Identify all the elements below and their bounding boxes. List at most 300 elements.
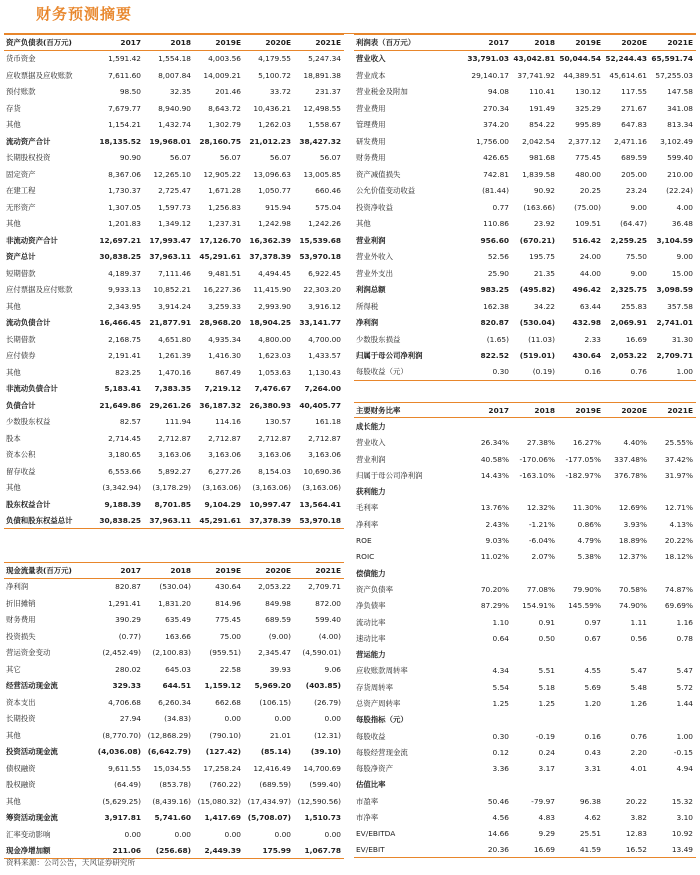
cell-value: 70.20% (480, 584, 509, 594)
row-label: 投资活动现金流 (6, 747, 58, 757)
row-label: 现金净增加额 (6, 845, 51, 855)
cell-value: 1,510.73 (304, 813, 341, 823)
cell-value: 390.29 (115, 615, 141, 625)
table-row (354, 500, 696, 516)
row-label: 非流动负债合计 (6, 384, 58, 394)
cell-value: 9.00 (676, 252, 693, 262)
table-row (4, 496, 344, 513)
cell-value: (853.78) (159, 780, 191, 790)
cell-value: 4.94 (676, 764, 693, 774)
table-row (354, 777, 696, 793)
cell-value: (85.14) (260, 747, 291, 757)
row-label: 货币资金 (6, 54, 36, 64)
cell-value: 2,042.54 (522, 136, 555, 146)
ratios-header-year: 2017 (488, 405, 509, 415)
balance-sheet-table (4, 34, 344, 529)
cell-value: (5,629.25) (102, 796, 141, 806)
row-label: 折旧摊销 (6, 598, 36, 608)
table-row (4, 826, 344, 843)
row-label: 营业收入 (356, 438, 386, 448)
cell-value: 983.25 (480, 285, 509, 295)
cell-value: 70.58% (618, 584, 647, 594)
cell-value: 2.43% (485, 519, 509, 529)
table-row (354, 166, 696, 183)
cell-value: 175.99 (262, 845, 291, 855)
balance-header-year: 2019E (215, 37, 241, 47)
table-row (4, 315, 344, 332)
row-label: 资产减值损失 (356, 169, 401, 179)
cell-value: 96.38 (579, 796, 601, 806)
cell-value: 3,917.81 (104, 813, 141, 823)
table-row (354, 265, 696, 282)
cell-value: 1,730.37 (108, 186, 141, 196)
row-label: 营业税金及附加 (356, 87, 408, 97)
cell-value: 270.34 (483, 103, 509, 113)
table-row (4, 414, 344, 431)
ratios-header-year: 2020E (621, 405, 647, 415)
row-label: 每股指标（元） (356, 715, 408, 725)
cell-value: 5,892.27 (158, 466, 191, 476)
cell-value: 27.94 (119, 714, 141, 724)
cell-value: 2,053.22 (610, 351, 647, 361)
table-row (4, 298, 344, 315)
cell-value: (12,868.29) (147, 730, 191, 740)
table-row (354, 133, 696, 150)
cell-value: (3,163.06) (202, 483, 241, 493)
table-row (4, 645, 344, 662)
row-label: 资本公积 (6, 450, 36, 460)
cell-value: (8,439.16) (152, 796, 191, 806)
cell-value: (8,770.70) (102, 730, 141, 740)
cell-value: 10.92 (671, 829, 693, 839)
cell-value: 1,050.77 (258, 186, 291, 196)
cell-value: 65,591.74 (651, 54, 693, 64)
table-row (4, 628, 344, 645)
cell-value: 660.46 (315, 186, 341, 196)
table-row (4, 232, 344, 249)
cell-value: (9.00) (268, 631, 291, 641)
cell-value: 12.37% (618, 552, 647, 562)
cell-value: 57,255.03 (655, 70, 693, 80)
row-label: 营运资金变动 (6, 648, 51, 658)
cell-value: 21.01 (269, 730, 291, 740)
cell-value: 11.02% (480, 552, 509, 562)
cell-value: 5.72 (676, 682, 693, 692)
cell-value: 34.22 (533, 301, 555, 311)
cell-value: 1.26 (630, 698, 647, 708)
cell-value: 4.13% (669, 519, 693, 529)
cell-value: 0.64 (492, 633, 509, 643)
table-row (4, 348, 344, 365)
row-label: 长期借款 (6, 334, 36, 344)
row-label: 其他 (6, 301, 21, 311)
cell-value: 33,791.03 (467, 54, 509, 64)
cell-value: 5.47 (630, 666, 647, 676)
cell-value: 854.22 (529, 120, 555, 130)
row-label: 汇率变动影响 (6, 829, 51, 839)
table-row (354, 516, 696, 532)
cell-value: (5,708.07) (247, 813, 291, 823)
cell-value: (75.00) (574, 202, 601, 212)
table-row (354, 348, 696, 365)
cell-value: 3,098.59 (656, 285, 693, 295)
cell-value: 53,970.18 (299, 252, 341, 262)
cell-value: (4.00) (318, 631, 341, 641)
cell-value: 1.20 (584, 698, 601, 708)
cell-value: 50,044.54 (559, 54, 601, 64)
row-label: 市盈率 (356, 796, 379, 806)
cell-value: 21,012.23 (249, 136, 291, 146)
table-row (354, 331, 696, 348)
cell-value: 1,237.31 (208, 219, 241, 229)
cell-value: 1,307.05 (108, 202, 141, 212)
ratios-header-year: 2021E (667, 405, 693, 415)
table-row (354, 809, 696, 825)
cell-value: 8,701.85 (154, 499, 191, 509)
row-label: 归属于母公司净利润 (356, 470, 423, 480)
table-row (354, 483, 696, 499)
cell-value: 4,189.37 (108, 268, 141, 278)
cell-value: 635.49 (165, 615, 191, 625)
cell-value: 14,009.21 (203, 70, 241, 80)
cell-value: 0.00 (174, 829, 191, 839)
cell-value: 90.92 (533, 186, 555, 196)
table-row (4, 183, 344, 200)
cell-value: 822.52 (480, 351, 509, 361)
cell-value: 0.78 (676, 633, 693, 643)
cell-value: 163.66 (165, 631, 191, 641)
cell-value: 3,163.06 (258, 450, 291, 460)
cell-value: (689.59) (259, 780, 291, 790)
cell-value: 40.58% (480, 454, 509, 464)
ratios-header-year: 2019E (575, 405, 601, 415)
cell-value: 31.30 (671, 334, 693, 344)
cell-value: 13,564.41 (299, 499, 341, 509)
table-row (4, 381, 344, 398)
cell-value: 337.48% (614, 454, 647, 464)
cell-value: 6,260.34 (158, 697, 191, 707)
cell-value: 94.08 (487, 87, 509, 97)
table-row (354, 315, 696, 332)
cell-value: 12.32% (526, 503, 555, 513)
table-row (354, 117, 696, 134)
cell-value: 1,242.26 (308, 219, 341, 229)
cell-value: 4.79% (577, 536, 601, 546)
cell-value: 0.76 (630, 367, 647, 377)
cell-value: 1.00 (676, 367, 693, 377)
row-label: 营业外支出 (356, 268, 393, 278)
cell-value: 9.00 (630, 268, 647, 278)
row-label: 存货周转率 (356, 682, 393, 692)
row-label: 资本支出 (6, 697, 36, 707)
cell-value: -182.97% (565, 470, 601, 480)
balance-header-year: 2020E (265, 37, 291, 47)
cell-value: 3,163.06 (308, 450, 341, 460)
page-title: 财务预测摘要 (36, 5, 133, 23)
cell-value: (39.10) (310, 747, 341, 757)
cell-value: 28,160.75 (199, 136, 241, 146)
table-row (4, 810, 344, 827)
row-label: 市净率 (356, 813, 379, 823)
cell-value: 211.06 (112, 845, 141, 855)
cell-value: 3,916.12 (308, 301, 341, 311)
cell-value: 0.97 (584, 617, 601, 627)
cell-value: 341.08 (667, 103, 693, 113)
cell-value: 40,405.77 (299, 400, 341, 410)
cell-value: 12,416.49 (253, 763, 291, 773)
cell-value: 4.01 (630, 764, 647, 774)
cell-value: 4,800.00 (258, 334, 291, 344)
cell-value: (17,434.97) (247, 796, 291, 806)
row-label: 资产总计 (6, 252, 36, 262)
table-row (354, 364, 696, 381)
cell-value: (599.40) (309, 780, 341, 790)
cell-value: 5.18 (538, 682, 555, 692)
row-label: 投资净收益 (356, 202, 393, 212)
cell-value: 0.00 (274, 829, 291, 839)
cashflow-table (4, 562, 344, 859)
cell-value: 37,378.39 (249, 252, 291, 262)
cell-value: 36.48 (671, 219, 693, 229)
cell-value: 2,712.87 (308, 433, 341, 443)
cell-value: 3.31 (584, 764, 601, 774)
cell-value: 26,380.93 (249, 400, 291, 410)
cell-value: 4,494.45 (258, 268, 291, 278)
cell-value: 3.10 (676, 813, 693, 823)
row-label: 少数股东权益 (6, 417, 51, 427)
cell-value: 3,163.06 (158, 450, 191, 460)
cell-value: 1,201.83 (108, 219, 141, 229)
cell-value: 5.38% (577, 552, 601, 562)
cell-value: 516.42 (572, 235, 601, 245)
cell-value: 19,968.01 (149, 136, 191, 146)
table-row (354, 826, 696, 842)
cell-value: 0.30 (492, 367, 509, 377)
cell-value: 5.51 (538, 666, 555, 676)
cell-value: 16,362.39 (249, 235, 291, 245)
cell-value: 56.07 (269, 153, 291, 163)
cell-value: 37,963.11 (149, 252, 191, 262)
cell-value: 2,053.22 (258, 582, 291, 592)
table-row (4, 744, 344, 761)
row-label: 营业费用 (356, 103, 386, 113)
cell-value: 201.46 (215, 87, 241, 97)
table-row (4, 166, 344, 183)
cell-value: (0.77) (118, 631, 141, 641)
cell-value: -0.15 (673, 747, 693, 757)
cell-value: 45,291.61 (199, 252, 241, 262)
cell-value: 18,904.25 (249, 318, 291, 328)
table-row (4, 51, 344, 68)
cell-value: -170.06% (519, 454, 555, 464)
cell-value: 17,258.24 (203, 763, 241, 773)
cell-value: 37,741.92 (517, 70, 555, 80)
table-row (354, 199, 696, 216)
row-label: 其他 (6, 120, 21, 130)
table-row (354, 51, 696, 68)
cell-value: 14.66 (487, 829, 509, 839)
cell-value: 7,611.60 (108, 70, 141, 80)
table-row (4, 727, 344, 744)
cell-value: -6.04% (528, 536, 555, 546)
cell-value: 87.29% (480, 601, 509, 611)
row-label: 其他 (6, 483, 21, 493)
cell-value: 6,277.26 (208, 466, 241, 476)
row-label: 每股经营现金流 (356, 747, 408, 757)
cell-value: 1,417.69 (204, 813, 241, 823)
cell-value: 5.54 (492, 682, 509, 692)
table-row (4, 117, 344, 134)
cell-value: -0.19 (535, 731, 555, 741)
row-label: 净利率 (356, 519, 379, 529)
cell-value: 98.50 (119, 87, 141, 97)
cell-value: 75.50 (625, 252, 647, 262)
cell-value: 147.58 (667, 87, 693, 97)
cell-value: 82.57 (119, 417, 141, 427)
table-row (4, 711, 344, 728)
cell-value: 2,712.87 (158, 433, 191, 443)
row-label: 资产负债率 (356, 584, 393, 594)
cell-value: 29,261.26 (149, 400, 191, 410)
cell-value: 12.71% (664, 503, 693, 513)
cell-value: 5.69 (584, 682, 601, 692)
table-row (354, 581, 696, 597)
table-row (354, 467, 696, 483)
cashflow-header-year: 2019E (215, 565, 241, 575)
cell-value: 329.33 (112, 681, 141, 691)
row-label: 流动比率 (356, 617, 386, 627)
cell-value: 1,242.98 (258, 219, 291, 229)
cell-value: 191.49 (529, 103, 555, 113)
income-header-year: 2021E (667, 37, 693, 47)
cell-value: 10,852.21 (153, 285, 191, 295)
cell-value: 7,219.12 (204, 384, 241, 394)
balance-header-year: 2017 (120, 37, 141, 47)
cell-value: 1.25 (492, 698, 509, 708)
row-label: 流动资产合计 (6, 136, 51, 146)
cell-value: 1,470.16 (158, 367, 191, 377)
cell-value: 1,067.78 (304, 845, 341, 855)
table-row (354, 282, 696, 299)
cell-value: 4,700.00 (308, 334, 341, 344)
cell-value: 114.16 (215, 417, 241, 427)
cell-value: 2.20 (630, 747, 647, 757)
cell-value: 1,558.67 (308, 120, 341, 130)
cell-value: 74.90% (618, 601, 647, 611)
cell-value: 21,877.91 (149, 318, 191, 328)
cell-value: (2,100.83) (152, 648, 191, 658)
row-label: EV/EBIT (356, 845, 385, 855)
cell-value: 426.65 (483, 153, 509, 163)
table-row (354, 695, 696, 711)
table-row (354, 663, 696, 679)
cell-value: 8,367.06 (108, 169, 141, 179)
cell-value: 13.49 (671, 845, 693, 855)
cell-value: 22.58 (219, 664, 241, 674)
table-row (354, 150, 696, 167)
cell-value: 0.00 (324, 714, 341, 724)
cell-value: 20.25 (579, 186, 601, 196)
cell-value: 24.00 (579, 252, 601, 262)
cell-value: 0.30 (492, 731, 509, 741)
row-label: 流动负债合计 (6, 318, 51, 328)
cell-value: 13,096.63 (253, 169, 291, 179)
table-row (4, 84, 344, 101)
cell-value: 5.48 (630, 682, 647, 692)
cell-value: (3,163.06) (302, 483, 341, 493)
cell-value: 4.83 (538, 813, 555, 823)
cell-value: 915.94 (265, 202, 291, 212)
cell-value: 14.43% (480, 470, 509, 480)
balance-header-year: 2018 (170, 37, 191, 47)
cell-value: 26.34% (480, 438, 509, 448)
cell-value: 74.87% (664, 584, 693, 594)
table-row (354, 418, 696, 434)
cell-value: 109.51 (575, 219, 601, 229)
row-label: 归属于母公司净利润 (356, 351, 423, 361)
cashflow-header-year: 2021E (315, 565, 341, 575)
row-label: 速动比率 (356, 633, 386, 643)
row-label: 净负债率 (356, 601, 386, 611)
row-label: 每股收益 (356, 731, 386, 741)
table-row (4, 513, 344, 530)
cell-value: 8,007.84 (158, 70, 191, 80)
cell-value: 644.51 (162, 681, 191, 691)
cell-value: 117.55 (621, 87, 647, 97)
cell-value: (790.10) (209, 730, 241, 740)
cell-value: 1,159.12 (204, 681, 241, 691)
cell-value: 956.60 (480, 235, 509, 245)
row-label: 其他 (6, 796, 21, 806)
cell-value: 5,247.34 (308, 54, 341, 64)
cell-value: 2,377.12 (568, 136, 601, 146)
cell-value: 3,180.65 (108, 450, 141, 460)
table-row (4, 249, 344, 266)
cell-value: 37,378.39 (249, 515, 291, 525)
cell-value: (959.51) (209, 648, 241, 658)
cell-value: 1,130.43 (308, 367, 341, 377)
row-label: 其他 (6, 367, 21, 377)
cell-value: 9,481.51 (208, 268, 241, 278)
cell-value: 16.69 (533, 845, 555, 855)
cell-value: 2,714.45 (108, 433, 141, 443)
row-label: 财务费用 (356, 153, 386, 163)
cell-value: 37,963.11 (149, 515, 191, 525)
table-row (4, 282, 344, 299)
cashflow-header-year: 2017 (120, 565, 141, 575)
cell-value: 0.12 (492, 747, 509, 757)
cell-value: 33,141.77 (299, 318, 341, 328)
cell-value: (6,642.79) (147, 747, 191, 757)
cell-value: 110.86 (483, 219, 509, 229)
cell-value: 1,671.28 (208, 186, 241, 196)
cell-value: 662.68 (215, 697, 241, 707)
cell-value: 18,135.52 (99, 136, 141, 146)
cell-value: 1,433.57 (308, 351, 341, 361)
cell-value: 45,614.61 (609, 70, 647, 80)
cell-value: 1.11 (630, 617, 647, 627)
income-header-year: 2018 (534, 37, 555, 47)
cell-value: 5,183.41 (104, 384, 141, 394)
cell-value: (106.15) (259, 697, 291, 707)
cell-value: 1,756.00 (476, 136, 509, 146)
cell-value: (127.42) (205, 747, 241, 757)
cell-value: 496.42 (572, 285, 601, 295)
cell-value: 110.41 (529, 87, 555, 97)
cell-value: 154.91% (522, 601, 555, 611)
cell-value: 30,838.25 (99, 515, 141, 525)
cell-value: 0.00 (224, 829, 241, 839)
